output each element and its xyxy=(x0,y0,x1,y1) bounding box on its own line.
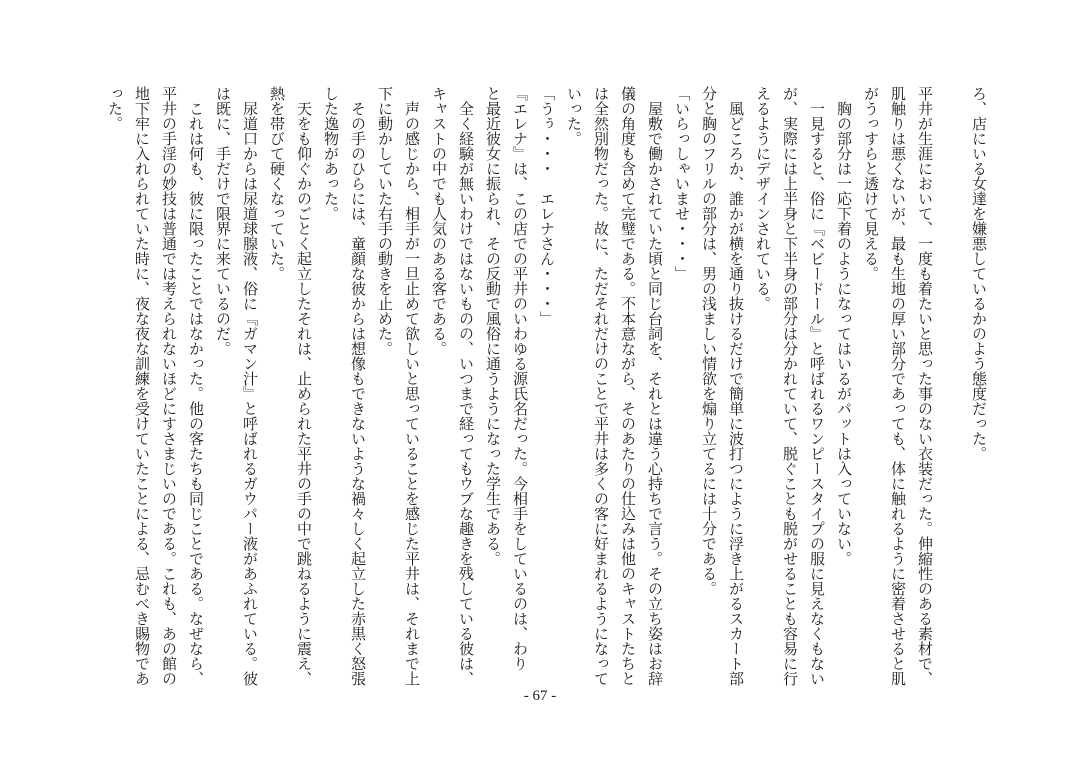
text-line: いった。 xyxy=(565,86,583,146)
text-line: 「いらっしゃいませ・・・」 xyxy=(673,86,691,281)
text-line: は全然別物だった。故に、ただそれだけのことで平井は多くの客に好まれるようになって xyxy=(592,86,610,686)
text-line: した逸物があった。 xyxy=(322,86,340,221)
text-line: 平井が生涯において、一度も着たいと思った事のない衣装だった。伸縮性のある素材で、 xyxy=(916,86,934,686)
text-line: 声の感じから、相手が一旦止めて欲しいと思っていることを感じた平井は、それまで上 xyxy=(403,86,421,686)
text-line: 胸の部分は一応下着のようになってはいるがパットは入っていない。 xyxy=(835,86,853,566)
text-line: 全く経験が無いわけではないものの、いつまで経ってもウブな趣きを残している彼は、 xyxy=(457,86,475,686)
text-line: 平井の手淫の妙技は普通では考えられないほどにすさまじいのである。これも、あの館の xyxy=(160,86,178,686)
text-line: 尿道口からは尿道球腺液、俗に『ガマン汁』と呼ばれるガウパー液があふれている。彼 xyxy=(241,86,259,686)
text-line: は既に、手だけで限界に来ているのだ。 xyxy=(214,86,232,356)
text-line: 一見すると、俗に『ベビードール』と呼ばれるワンピースタイプの服に見えなくもない xyxy=(808,86,826,686)
text-line: 下に動かしていた右手の動きを止めた。 xyxy=(376,86,394,356)
text-line: がうっすらと透けて見える。 xyxy=(862,86,880,281)
text-line: 地下牢に入れられていた時に、夜な夜な訓練を受けていたことによる、忌むべき賜物であ xyxy=(133,86,151,686)
text-line: と最近彼女に振られ、その反動で風俗に通うようになった学生である。 xyxy=(484,86,502,566)
text-line: キャストの中でも人気のある客である。 xyxy=(430,86,448,356)
text-line: 『エレナ』は、この店での平井のいわゆる源氏名だった。今相手をしているのは、わり xyxy=(511,86,529,671)
text-line: 分と胸のフリルの部分は、男の浅ましい情欲を煽り立てるには十分である。 xyxy=(700,86,718,596)
text-line: 天をも仰ぐかのごとく起立したそれは、止められた平井の手の中で跳ねるように震え、 xyxy=(295,86,313,686)
text-line: その手のひらには、童顔な彼からは想像もできないような禍々しく起立した赤黒く怒張 xyxy=(349,86,367,686)
page-number: - 67 - xyxy=(523,688,557,704)
vertical-text-body xyxy=(82,86,992,686)
text-line xyxy=(938,86,965,686)
text-line: 熱を帯びて硬くなっていた。 xyxy=(268,86,286,281)
text-line: ろ、店にいる女達を嫌悪しているかのよう態度だった。 xyxy=(970,86,988,461)
text-line: 風どころか、誰かが横を通り抜けるだけで簡単に波打つにように浮き上がるスカート部 xyxy=(727,86,745,686)
text-line: えるようにデザインされている。 xyxy=(754,86,772,311)
text-line: 儀の角度も含めて完璧である。不本意ながら、そのあたりの仕込みは他のキャストたちと xyxy=(619,86,637,686)
text-line: 「うぅ・・・ エレナさん・・・」 xyxy=(538,86,556,326)
text-line: 屋敷で働かされていた頃と同じ台詞を、それとは違う心持ちで言う。その立ち姿はお辞 xyxy=(646,86,664,686)
text-line: った。 xyxy=(106,86,124,131)
text-line: 肌触りは悪くないが、最も生地の厚い部分であっても、体に触れるように密着させると肌 xyxy=(889,86,907,686)
text-line: が、実際には上半身と下半身の部分は分かれていて、脱ぐことも脱がせることも容易に行 xyxy=(781,86,799,686)
text-line: これは何も、彼に限ったことではなかった。他の客たちも同じことである。なぜなら、 xyxy=(187,86,205,686)
